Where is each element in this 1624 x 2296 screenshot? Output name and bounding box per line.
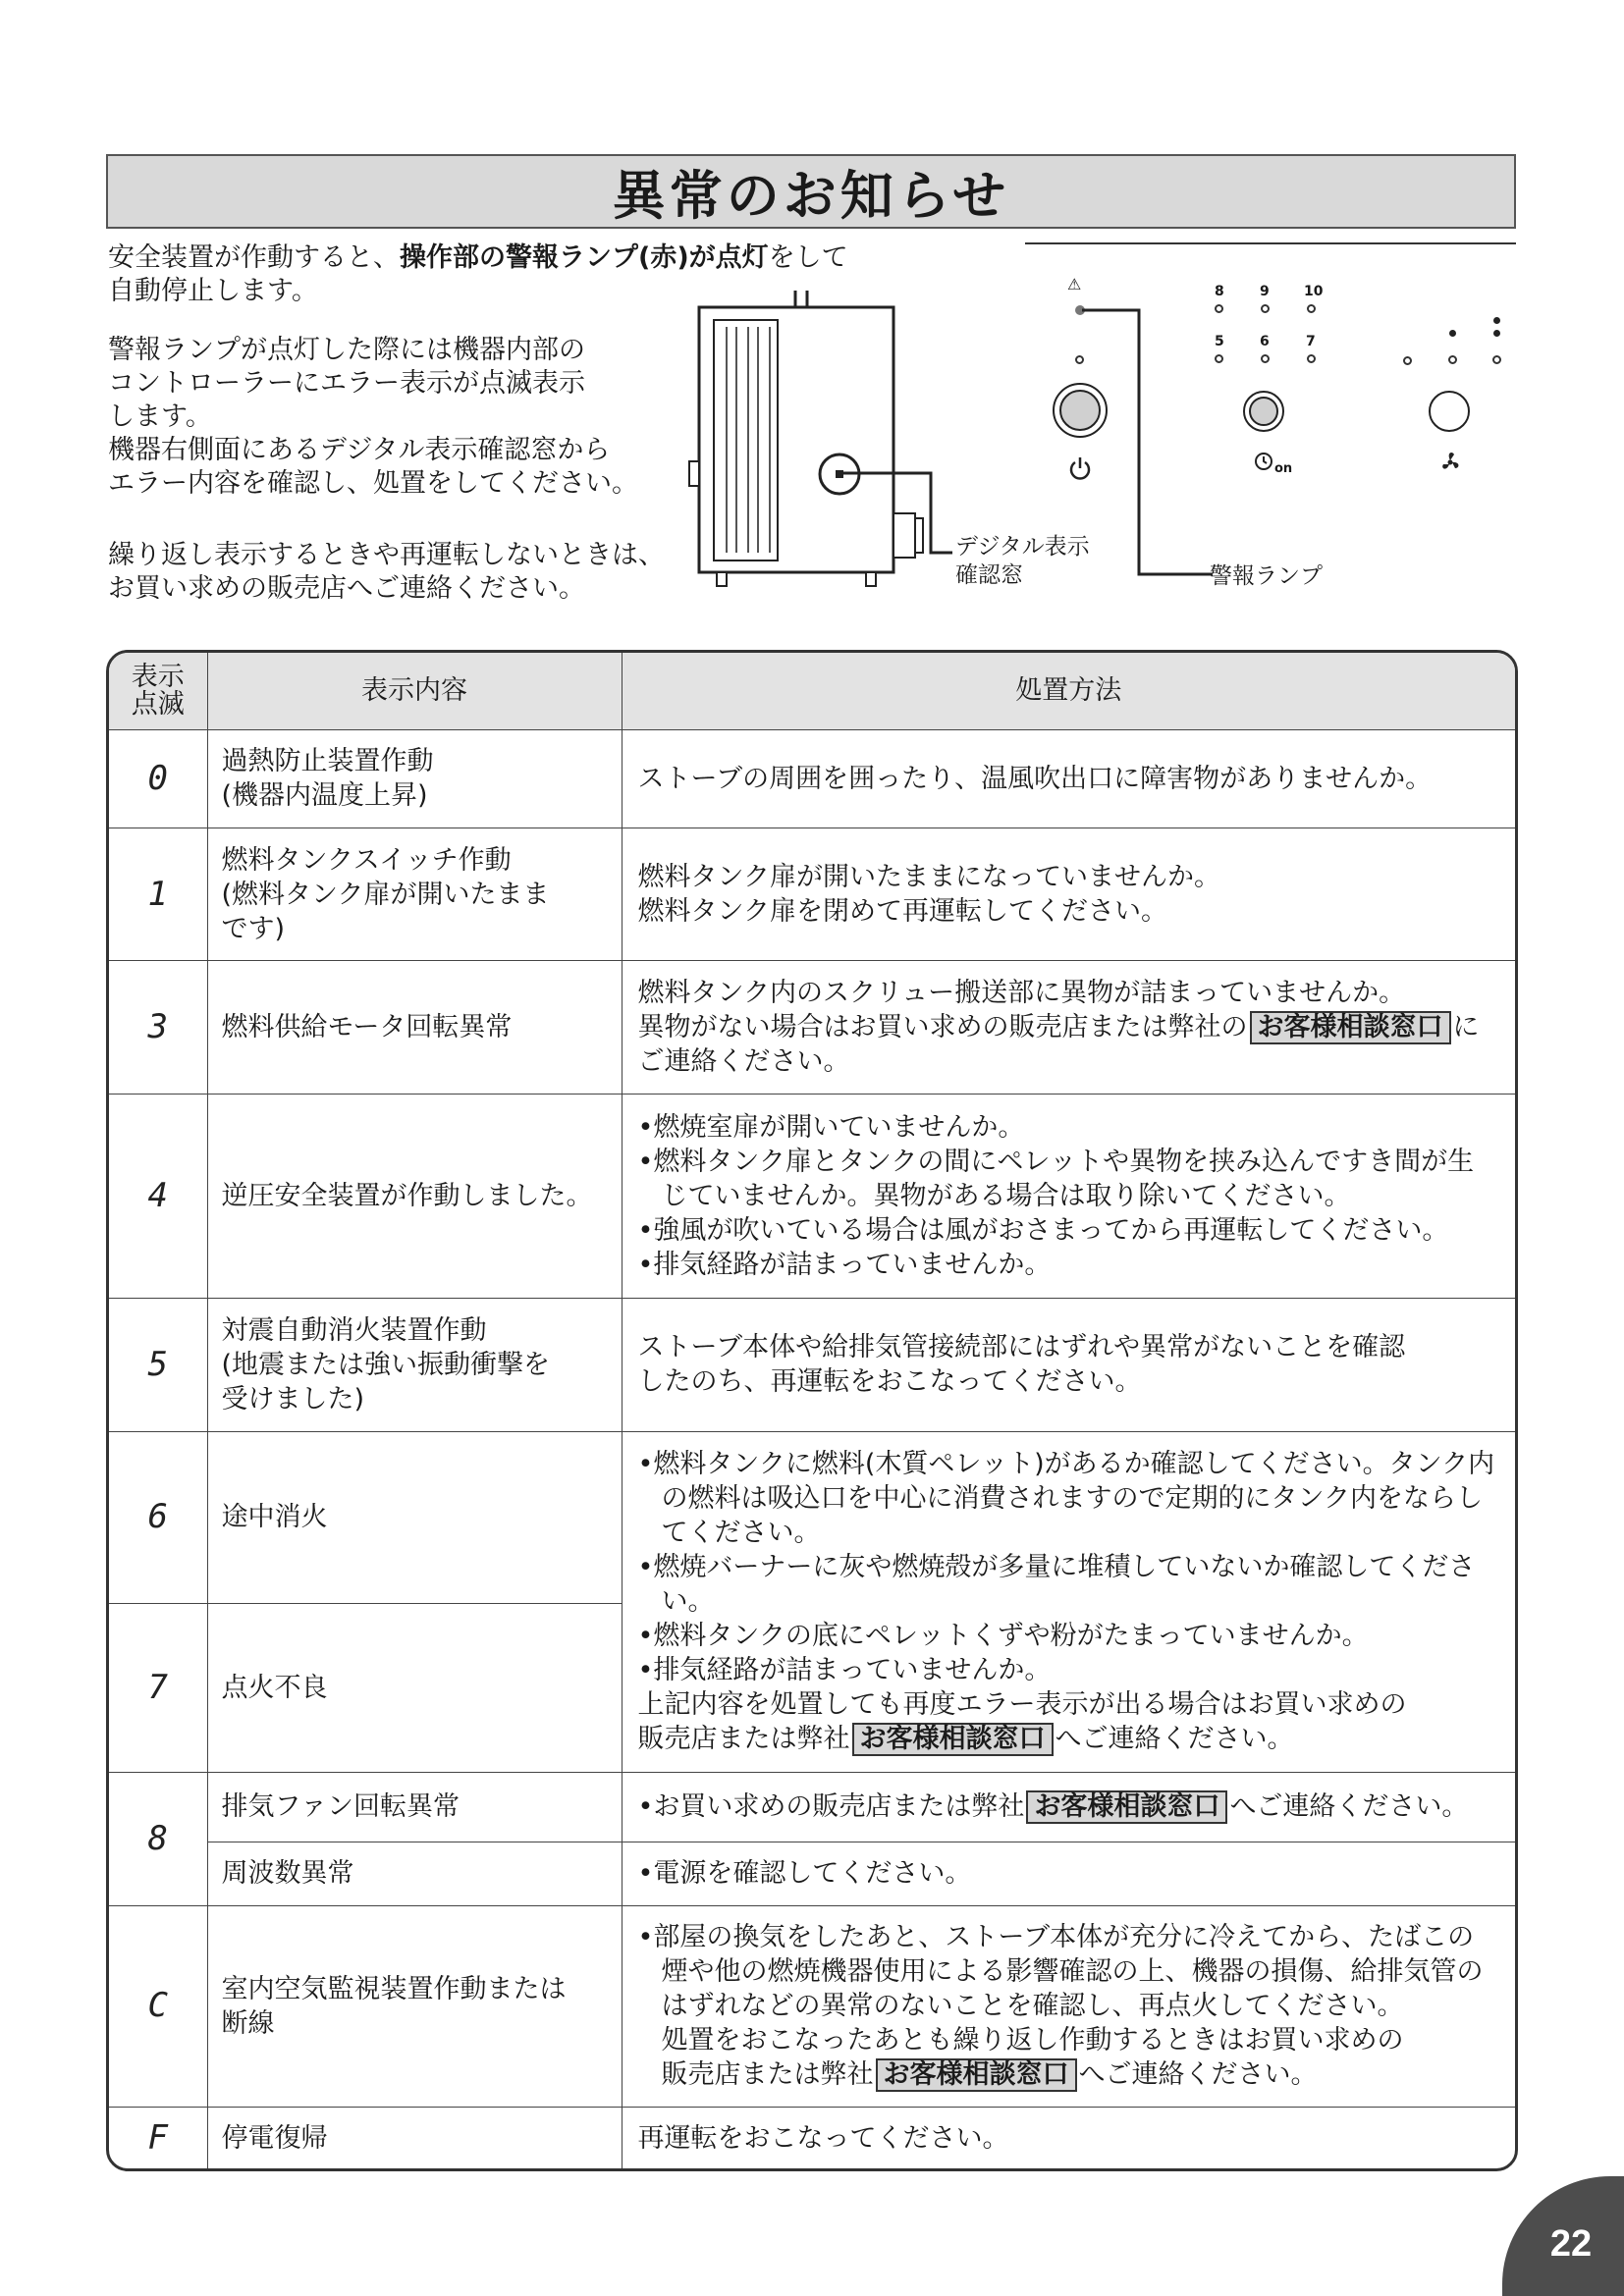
- remedy-follow-a: 上記内容を処置しても再度エラー表示が出る場合はお買い求めの 販売店または弊社: [637, 1689, 1407, 1755]
- remedy-bullet: •部屋の換気をしたあと、ストーブ本体が充分に冷えてから、たばこの煙や他の燃焼機器使用による影響確認の上、機器の損傷、給排気管のはずれなどの異常のないことを確認し、再点火してください。: [637, 1922, 1484, 2022]
- error-code: 0: [109, 729, 207, 828]
- error-code: 8: [109, 1773, 207, 1905]
- table-row: [109, 828, 1515, 960]
- contact-label: お客様相談窓口: [852, 1723, 1054, 1756]
- remedy-follow-b: へご連絡ください。: [1078, 2059, 1318, 2091]
- lamp-leader-line: [1080, 304, 1227, 589]
- remedy-text-b: へご連絡ください。: [1229, 1791, 1469, 1823]
- table-row: [109, 1773, 1515, 1842]
- error-remedy: [622, 1094, 1515, 1299]
- error-code: 1: [109, 828, 207, 960]
- remedy-bullet: •燃焼室扉が開いていませんか。: [637, 1111, 1025, 1143]
- remedy-bullet: •排気経路が詰まっていませんか。: [637, 1655, 1052, 1686]
- warning-icon: ⚠: [1067, 275, 1082, 294]
- table-row: [109, 1842, 1515, 1905]
- error-code: 5: [109, 1299, 207, 1431]
- timer-on-label: on: [1274, 461, 1293, 476]
- dot-10: [1307, 304, 1316, 313]
- error-content: 過熱防止装置作動 (機器内温度上昇): [207, 729, 622, 828]
- error-code: 3: [109, 961, 207, 1094]
- fan-dot-high-1: [1493, 317, 1500, 324]
- error-remedy: ストーブの周囲を囲ったり、温風吹出口に障害物がありませんか。: [622, 729, 1515, 828]
- table-row: [109, 1905, 1515, 2108]
- fan-dot-mid-1: [1449, 330, 1456, 337]
- remedy-text-b: に ご連絡ください。: [637, 1011, 1480, 1077]
- table-row: [109, 1299, 1515, 1431]
- panel-num-9: 9: [1260, 284, 1270, 299]
- panel-num-10: 10: [1304, 284, 1324, 299]
- contact-label: お客様相談窓口: [876, 2058, 1077, 2092]
- error-content: 燃料タンクスイッチ作動 (燃料タンク扉が開いたまま です): [207, 828, 622, 960]
- table-header-row: [109, 653, 1515, 729]
- error-content: 燃料供給モータ回転異常: [207, 961, 622, 1094]
- remedy-bullet: •排気経路が詰まっていませんか。: [637, 1249, 1052, 1280]
- error-code: F: [109, 2108, 207, 2168]
- window-leader-line: [839, 461, 957, 560]
- error-remedy: [622, 1773, 1515, 1842]
- fan-dot-mid-2: [1448, 355, 1457, 364]
- header-remedy: 処置方法: [622, 653, 1515, 729]
- remedy-bullet: •強風が吹いている場合は風がおさまってから再運転してください。: [637, 1214, 1449, 1246]
- error-remedy-shared: [622, 1431, 1515, 1773]
- error-code: 6: [109, 1431, 207, 1603]
- error-content: 周波数異常: [207, 1842, 622, 1905]
- page-number: 22: [1502, 2176, 1624, 2296]
- remedy-bullet: •燃焼バーナーに灰や燃焼殻が多量に堆積していないか確認してください。: [637, 1552, 1476, 1618]
- panel-num-6: 6: [1260, 334, 1270, 349]
- remedy-text-a: 燃料タンク内のスクリュー搬送部に異物が詰まっていませんか。 異物がない場合はお買い求めの販売店または弊社の: [637, 977, 1406, 1042]
- fan-dot-high-3: [1492, 355, 1501, 364]
- dot-9: [1261, 304, 1270, 313]
- intro-p1-b: をして 自動停止します。: [108, 242, 848, 306]
- error-code: 7: [109, 1603, 207, 1772]
- table-row: [109, 1431, 1515, 1603]
- table-row: [109, 1094, 1515, 1299]
- error-remedy: [622, 1905, 1515, 2108]
- table-row: [109, 2108, 1515, 2168]
- error-content: 対震自動消火装置作動 (地震または強い振動衝撃を 受けました): [207, 1299, 622, 1431]
- contact-label: お客様相談窓口: [1250, 1011, 1451, 1044]
- intro-p1-a: 安全装置が作動すると、: [108, 242, 400, 273]
- title-rule: [1025, 242, 1516, 244]
- error-content: 停電復帰: [207, 2108, 622, 2168]
- fan-dot-high-2: [1493, 330, 1500, 337]
- error-code: C: [109, 1905, 207, 2108]
- dot-7: [1307, 354, 1316, 363]
- remedy-text-a: •お買い求めの販売店または弊社: [637, 1791, 1025, 1823]
- timer-button[interactable]: [1243, 391, 1284, 432]
- panel-num-5: 5: [1215, 334, 1224, 349]
- remedy-follow: [638, 2023, 1500, 2092]
- fan-dot-low: [1403, 356, 1412, 365]
- error-code: 4: [109, 1094, 207, 1299]
- error-content: 排気ファン回転異常: [207, 1773, 622, 1842]
- timer-icon: [1254, 452, 1273, 471]
- contact-label: お客様相談窓口: [1026, 1790, 1227, 1824]
- remedy-bullet: •燃料タンク扉とタンクの間にペレットや異物を挟み込んですき間が生じていませんか。異物がある場合は取り除いてください。: [637, 1146, 1475, 1211]
- error-content: 途中消火: [207, 1431, 622, 1603]
- dot-6: [1261, 354, 1270, 363]
- lamp-label: 警報ランプ: [1210, 563, 1323, 589]
- error-remedy: [622, 961, 1515, 1094]
- panel-num-8: 8: [1215, 284, 1224, 299]
- intro-paragraph-2: 警報ランプが点灯した際には機器内部の コントローラーにエラー表示が点滅表示 します。 機器右側面にあるデジタル表示確認窓から エラー内容を確認し、処置をしてください。: [108, 335, 638, 499]
- intro-p1-bold: 操作部の警報ランプ(赤)が点灯: [400, 242, 769, 273]
- error-content: 点火不良: [207, 1603, 622, 1772]
- remedy-bullet: •燃料タンクの底にペレットくずや粉がたまっていませんか。: [637, 1621, 1369, 1652]
- remedy-follow-a: 処置をおこなったあとも繰り返し作動するときはお買い求めの 販売店または弊社: [661, 2025, 1404, 2091]
- fan-icon: [1437, 450, 1463, 475]
- remedy-bullet: •燃料タンクに燃料(木質ペレット)があるか確認してください。タンク内の燃料は吸込口を中心に消費されますので定期的にタンク内をならしてください。: [637, 1449, 1495, 1549]
- table-row: [109, 729, 1515, 828]
- error-content: 逆圧安全装置が作動しました。: [207, 1094, 622, 1299]
- window-label: デジタル表示 確認窓: [955, 534, 1090, 588]
- error-table: [106, 650, 1518, 2171]
- error-content: 室内空気監視装置作動または 断線: [207, 1905, 622, 2108]
- error-remedy: •電源を確認してください。: [622, 1842, 1515, 1905]
- intro-paragraph-3: 繰り返し表示するときや再運転しないときは、 お買い求めの販売店へご連絡ください。: [108, 540, 665, 604]
- error-remedy: 燃料タンク扉が開いたままになっていませんか。 燃料タンク扉を閉めて再運転してください。: [622, 828, 1515, 960]
- error-remedy: ストーブ本体や給排気管接続部にはずれや異常がないことを確認 したのち、再運転をおこなってください。: [622, 1299, 1515, 1431]
- remedy-follow-b: へご連絡ください。: [1055, 1724, 1294, 1755]
- fan-button[interactable]: [1429, 391, 1470, 432]
- header-code: 表示 点滅: [109, 653, 207, 729]
- error-remedy: 再運転をおこなってください。: [622, 2108, 1515, 2168]
- table-row: [109, 961, 1515, 1094]
- panel-num-7: 7: [1306, 334, 1316, 349]
- header-content: 表示内容: [207, 653, 622, 729]
- page-title: 異常のお知らせ: [106, 154, 1516, 229]
